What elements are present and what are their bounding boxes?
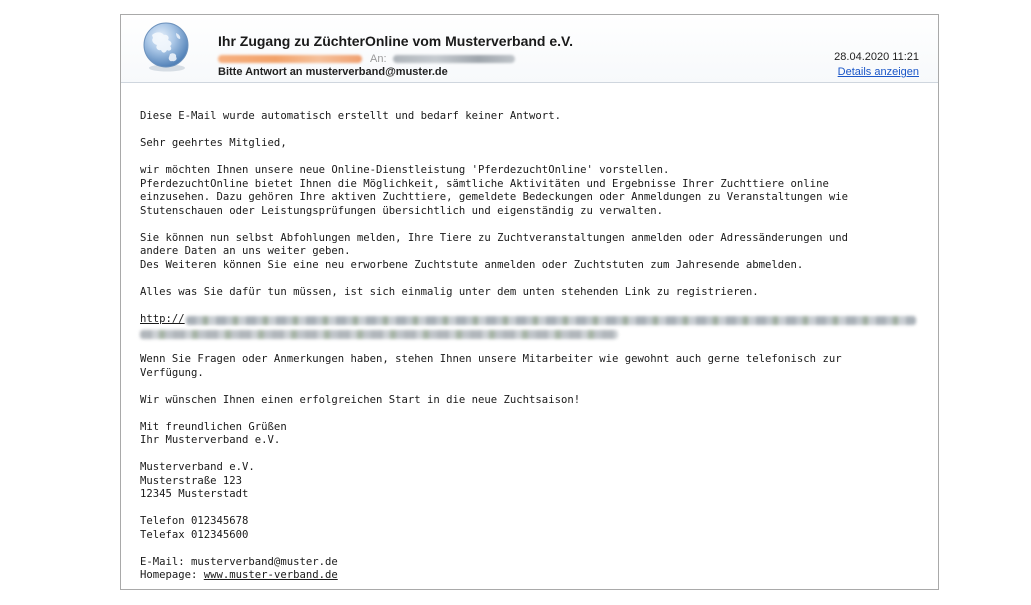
paragraph-register: Alles was Sie dafür tun müssen, ist sich einmalig unter dem unten stehenden Link zu registrieren. [140,285,759,298]
homepage-label: Homepage: [140,569,204,581]
email-subject: Ihr Zugang zu ZüchterOnline vom Musterverband e.V. [218,33,573,49]
closing: Mit freundlichen Grüßen Ihr Musterverband e.V. [140,420,287,446]
email-line: E-Mail: musterverband@muster.de [140,555,338,568]
registration-link-redacted-line1 [186,316,916,325]
paragraph-intro-service: wir möchten Ihnen unsere neue Online-Dienstleistung 'PferdezuchtOnline' vorstellen. PferdezuchtOnline bietet Ihnen die Möglichkeit, sämtliche Aktivitäten und Ergebnisse Ihrer Zuchttiere online einzusehen. Dazu gehören Ihre aktiven Zuchttiere, gemeldete Bedeckungen oder Anmeldungen zu Veranstaltungen wie Stutenschauen oder Leistungsprüfungen übersichtlich und eigenständig zu verwalten. [140,164,848,217]
sender-redacted [218,55,362,63]
email-window [120,14,939,590]
globe-icon [140,21,192,73]
email-date: 28.04.2020 11:21 [834,51,919,63]
email-header [121,15,938,83]
salutation: Sehr geehrtes Mitglied, [140,137,287,149]
contact-block [140,556,928,583]
sender-recipient-row [218,50,515,64]
registration-link-prefix[interactable]: http:// [140,312,185,325]
registration-link[interactable] [140,313,928,340]
reply-to-row [218,66,448,78]
paragraph-contact: Wenn Sie Fragen oder Anmerkungen haben, stehen Ihnen unsere Mitarbeiter wie gewohnt auch gerne telefonisch zur Verfügung. [140,353,842,379]
homepage-link[interactable]: www.muster-verband.de [203,569,338,581]
email-body [140,110,928,583]
paragraph-wishes: Wir wünschen Ihnen einen erfolgreichen Start in die neue Zuchtsaison! [140,393,581,406]
to-label: An: [370,52,387,65]
paragraph-features: Sie können nun selbst Abfohlungen melden, Ihre Tiere zu Zuchtveranstaltungen anmelden oder Adressänderungen und andere Daten an uns weiter geben. Des Weiteren können Sie eine neu erworbene Zuchtstute anmelden oder Zuchtstuten zum Jahresende abmelden. [140,231,848,271]
intro-text: Diese E-Mail wurde automatisch erstellt und bedarf keiner Antwort. [140,110,561,122]
reply-to-label: Bitte Antwort an [218,66,303,78]
reply-to-address: musterverband@muster.de [305,66,448,78]
address-block: Musterverband e.V. Musterstraße 123 12345 Musterstadt [140,461,255,500]
details-link[interactable]: Details anzeigen [837,66,919,78]
recipient-redacted [393,55,515,63]
registration-link-redacted-line2 [140,330,618,339]
phone-block: Telefon 012345678 Telefax 012345600 [140,515,249,541]
